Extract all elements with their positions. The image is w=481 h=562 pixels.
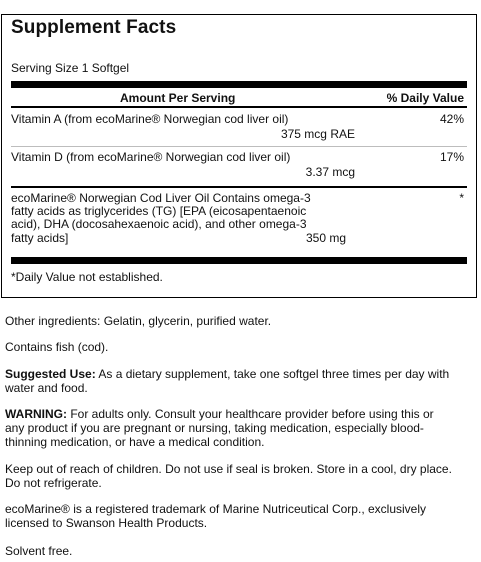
warning-line-2: any product if you are pregnant or nursing, taking medication, especially blood- xyxy=(5,421,424,435)
trademark-line-2: licensed to Swanson Health Products. xyxy=(5,516,208,530)
header-rule xyxy=(11,106,467,108)
allergen-statement: Contains fish (cod). xyxy=(5,340,109,354)
warning-label: WARNING: xyxy=(5,407,67,421)
nutrient-name-cod-liver-oil-line-2: fatty acids as triglycerides (TG) [EPA (eicosapentaenoic xyxy=(11,204,307,218)
warning-line-3: thinning medication, or have a medical condition. xyxy=(5,435,265,449)
amount-per-serving-header: Amount Per Serving xyxy=(120,91,236,105)
other-ingredients: Other ingredients: Gelatin, glycerin, purified water. xyxy=(5,314,272,328)
daily-value-cod-liver-oil: * xyxy=(459,191,464,205)
suggested-use xyxy=(5,367,475,395)
serving-size: Serving Size 1 Softgel xyxy=(11,61,130,75)
daily-value-header: % Daily Value xyxy=(386,91,464,105)
row-divider xyxy=(11,146,467,147)
storage-instructions xyxy=(5,462,475,490)
storage-line-1: Keep out of reach of children. Do not use if seal is broken. Store in a cool, dry place. xyxy=(5,462,452,476)
storage-line-2: Do not refrigerate. xyxy=(5,476,102,490)
panel-title: Supplement Facts xyxy=(11,17,177,38)
warning-line-1: For adults only. Consult your healthcare provider before using this or xyxy=(67,407,434,421)
nutrient-name-vitamin-a: Vitamin A (from ecoMarine® Norwegian cod liver oil) xyxy=(11,112,289,126)
warning xyxy=(5,407,475,449)
solvent-free: Solvent free. xyxy=(5,544,73,558)
amount-cod-liver-oil: 350 mg xyxy=(305,231,346,245)
nutrient-name-vitamin-d: Vitamin D (from ecoMarine® Norwegian cod liver oil) xyxy=(11,150,291,164)
footnote: *Daily Value not established. xyxy=(11,270,163,284)
nutrient-name-cod-liver-oil-line-4: fatty acids] xyxy=(11,231,69,245)
trademark-notice xyxy=(5,502,475,530)
nutrient-name-cod-liver-oil-line-3: acid), DHA (docosahexaenoic acid), and other omega-3 xyxy=(11,217,307,231)
nutrient-name-cod-liver-oil-line-1: ecoMarine® Norwegian Cod Liver Oil Contains omega-3 xyxy=(11,191,311,205)
amount-vitamin-d: 3.37 mcg xyxy=(305,165,355,179)
suggested-use-line-2: water and food. xyxy=(5,381,88,395)
thick-rule-bottom xyxy=(11,257,467,264)
amount-vitamin-a: 375 mcg RAE xyxy=(280,127,355,141)
thick-rule-top xyxy=(11,81,467,88)
daily-value-vitamin-a: 42% xyxy=(439,112,464,126)
suggested-use-line-1: As a dietary supplement, take one softgel three times per day with xyxy=(95,367,450,381)
section-rule xyxy=(11,186,467,188)
daily-value-vitamin-d: 17% xyxy=(439,150,464,164)
suggested-use-label: Suggested Use: xyxy=(5,367,96,381)
trademark-line-1: ecoMarine® is a registered trademark of Marine Nutriceutical Corp., exclusively xyxy=(5,502,427,516)
